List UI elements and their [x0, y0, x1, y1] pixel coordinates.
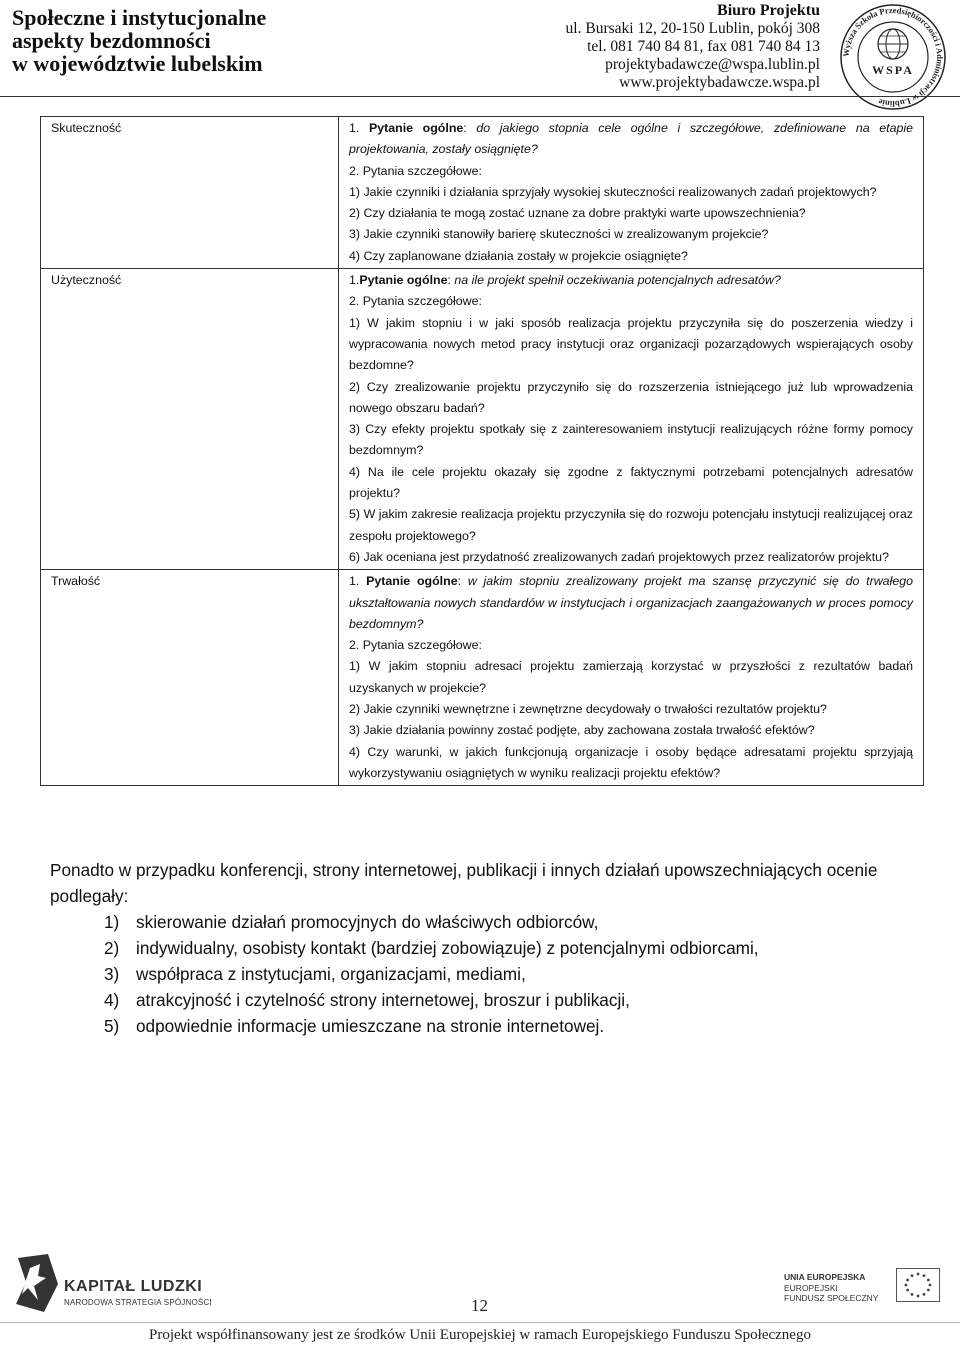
page-number: 12: [471, 1296, 488, 1315]
footer-divider: [0, 1322, 960, 1323]
table-row: [41, 269, 924, 570]
logo-ring-text: Wyższa Szkoła Przedsiębiorczości i Administracji w Lublinie: [840, 4, 946, 110]
office-address: ul. Bursaki 12, 20-150 Lublin, pokój 308: [565, 20, 820, 37]
dissemination-criteria: [50, 857, 920, 1039]
general-question: 1. Pytanie ogólne: w jakim stopniu zrealizowany projekt ma szansę przyczynić się do trwałego ukształtowania nowych standardów w instytucjach i organizacjach zaangażowanych w proces pomocy bezdomnym?: [349, 574, 913, 631]
criterion-questions: [339, 269, 924, 570]
office-website[interactable]: www.projektybadawcze.wspa.pl: [619, 74, 820, 91]
eu-logo: [784, 1268, 944, 1318]
detail-question: 1) W jakim stopniu i w jaki sposób realizacja projektu przyczyniła się do poszerzenia wiedzy i wypracowania nowych metod pracy instytucji oraz organizacji pozarządowych wspierających osoby bezdomne?: [349, 315, 913, 373]
cofinancing-note: Projekt współfinansowany jest ze środków Unii Europejskiej w ramach Europejskiego Funduszu Społecznego: [149, 1327, 811, 1343]
detail-heading: 2. Pytania szczegółowe:: [349, 163, 482, 178]
detail-question: 3) Jakie czynniki stanowiły barierę skuteczności w zrealizowanym projekcie?: [349, 227, 769, 242]
kapital-ludzki-subtitle: NARODOWA STRATEGIA SPÓJNOŚCI: [64, 1298, 212, 1307]
office-contact: [566, 2, 820, 92]
detail-question: 2) Jakie czynniki wewnętrzne i zewnętrzne decydowały o trwałości rezultatów projektu?: [349, 702, 827, 717]
logo-text: WSPA: [872, 63, 914, 77]
body-intro: Ponadto w przypadku konferencji, strony internetowej, publikacji i innych działań upowszechniających ocenie podlegały:: [50, 860, 878, 906]
kapital-ludzki-emblem-icon: [14, 1254, 60, 1314]
detail-question: 2) Czy zrealizowanie projektu przyczyniło się do rozszerzenia istniejącego już lub wprowadzenia nowego obszaru badań?: [349, 379, 913, 415]
list-item: 3) współpraca z instytucjami, organizacjami, mediami,: [104, 964, 526, 984]
criteria-list: [50, 909, 920, 1039]
detail-question: 1) W jakim stopniu adresaci projektu zamierzają korzystać w przyszłości z rezultatów badań uzyskanych w projekcie?: [349, 659, 913, 695]
detail-question: 4) Na ile cele projektu okazały się zgodne z faktycznymi potrzebami potencjalnych adresatów projektu?: [349, 464, 913, 501]
list-item: 4) atrakcyjność i czytelność strony internetowej, broszur i publikacji,: [104, 990, 630, 1010]
project-title-line: aspekty bezdomności: [12, 28, 211, 53]
list-item: 2) indywidualny, osobisty kontakt (bardziej zobowiązuje) z potencjalnymi odbiorcami,: [104, 938, 759, 958]
evaluation-criteria-table: [40, 116, 924, 786]
criterion-questions: [339, 117, 924, 269]
kapital-ludzki-logo: [14, 1254, 254, 1324]
detail-question: 1) Jakie czynniki i działania sprzyjały wysokiej skuteczności realizowanych zadań projektowych?: [349, 184, 877, 199]
kapital-ludzki-title: KAPITAŁ LUDZKI: [64, 1278, 203, 1295]
detail-heading: 2. Pytania szczegółowe:: [349, 638, 482, 653]
detail-question: 3) Jakie działania powinny zostać podjęte, aby zachowana została trwałość efektów?: [349, 723, 815, 738]
eu-label: UNIA EUROPEJSKA EUROPEJSKI FUNDUSZ SPOŁECZNY: [784, 1272, 879, 1303]
table-row: [41, 570, 924, 786]
criterion-name: Trwałość: [41, 570, 339, 786]
header-divider: [0, 96, 960, 97]
criterion-questions: [339, 570, 924, 786]
detail-question: 4) Czy warunki, w jakich funkcjonują organizacje i osoby będące adresatami projektu sprzyjają wykorzystywaniu osiągniętych w wyniku realizacji projektu efektów?: [349, 744, 913, 780]
table-row: [41, 117, 924, 269]
general-question: 1.Pytanie ogólne: na ile projekt spełnił oczekiwania potencjalnych adresatów?: [349, 273, 781, 288]
list-item: 5) odpowiednie informacje umieszczane na stronie internetowej.: [104, 1016, 605, 1036]
criterion-name: Użyteczność: [41, 269, 339, 570]
project-title: [12, 6, 312, 75]
detail-question: 2) Czy działania te mogą zostać uznane za dobre praktyki warte upowszechnienia?: [349, 206, 806, 221]
eu-flag-icon: [896, 1268, 940, 1302]
criterion-name: Skuteczność: [41, 117, 339, 269]
globe-icon: [878, 29, 908, 59]
project-title-line: w województwie lubelskim: [12, 51, 263, 76]
detail-question: 6) Jak oceniana jest przydatność zrealizowanych zadań projektowych przez realizatorów projektu?: [349, 549, 889, 564]
project-title-line: Społeczne i instytucjonalne: [12, 5, 267, 30]
detail-question: 3) Czy efekty projektu spotkały się z zainteresowaniem instytucji realizujących różne formy pomocy bezdomnym?: [349, 422, 913, 458]
office-title: Biuro Projektu: [717, 2, 820, 19]
general-question: 1. Pytanie ogólne: do jakiego stopnia cele ogólne i szczegółowe, zdefiniowane na etapie projektowania, zostały osiągnięte?: [349, 121, 913, 157]
detail-heading: 2. Pytania szczegółowe:: [349, 294, 482, 309]
list-item: 1) skierowanie działań promocyjnych do właściwych odbiorców,: [104, 912, 599, 932]
office-phone: tel. 081 740 84 81, fax 081 740 84 13: [587, 38, 820, 55]
detail-question: 5) W jakim zakresie realizacja projektu przyczyniła się do rozwoju potencjału instytucji realizującej oraz zespołu projektowego?: [349, 507, 913, 543]
detail-question: 4) Czy zaplanowane działania zostały w projekcie osiągnięte?: [349, 248, 688, 263]
office-email[interactable]: projektybadawcze@wspa.lublin.pl: [605, 56, 820, 73]
